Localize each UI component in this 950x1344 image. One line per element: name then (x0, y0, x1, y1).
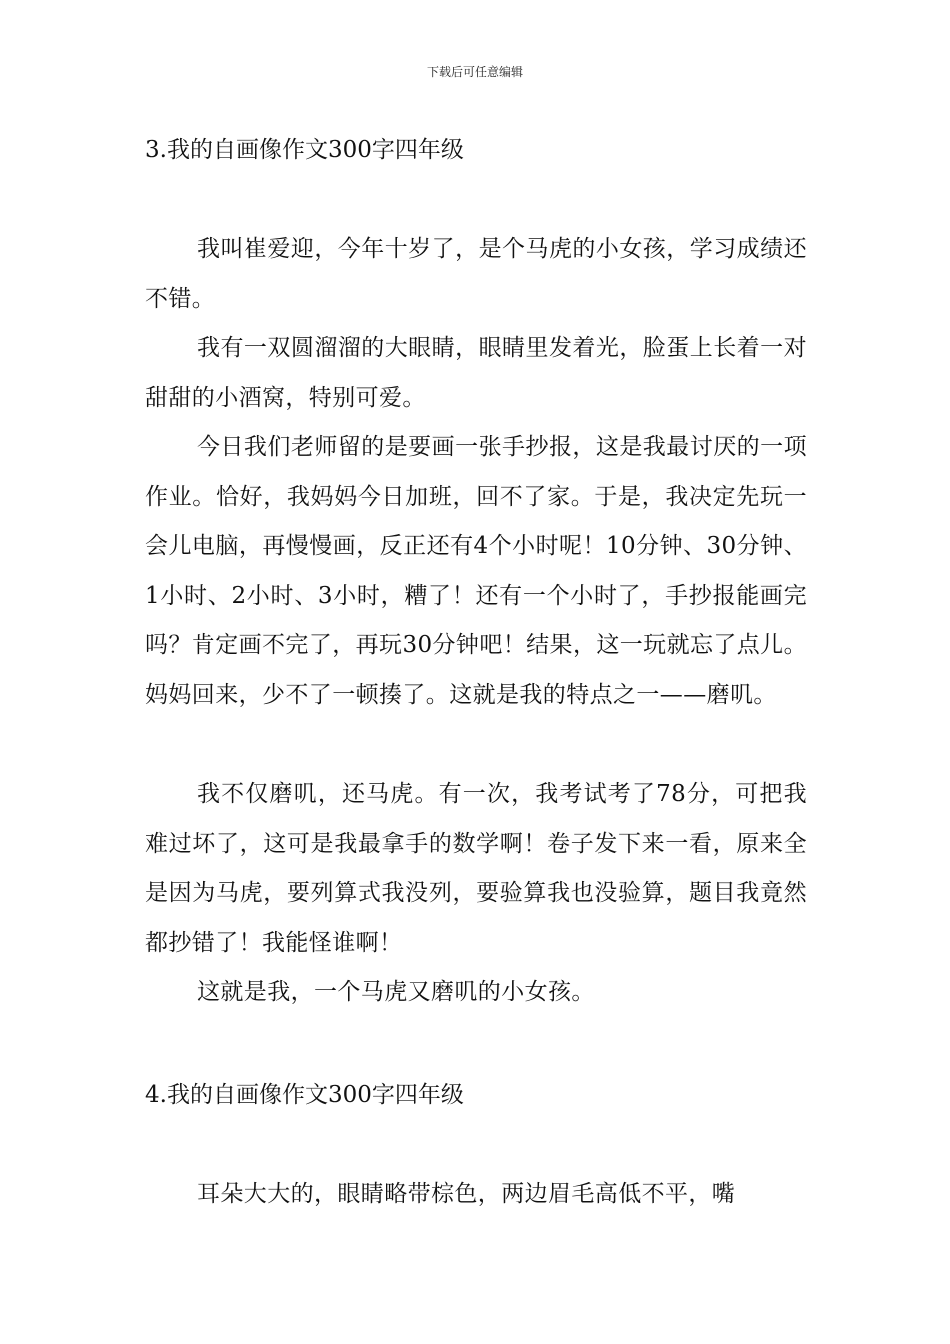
section-3-paragraph-1: 我叫崔爱迎，今年十岁了，是个马虎的小女孩，学习成绩还不错。 (145, 236, 807, 312)
section-3-paragraph-4: 我不仅磨叽，还马虎。有一次，我考试考了78分，可把我难过坏了，这可是我最拿手的数学啊！卷子发下来一看，原来全是因为马虎，要列算式我没列，要验算我也没验算，题目我竟然都抄错了！我能怪谁啊！ (145, 781, 807, 956)
section-4-paragraph-1: 耳朵大大的，眼睛略带棕色，两边眉毛高低不平，嘴 (197, 1181, 736, 1207)
section-3-title: 3.我的自画像作文300字四年级 (145, 137, 464, 163)
page-header-note: 下载后可任意编辑 (426, 65, 523, 79)
section-3-paragraph-5: 这就是我，一个马虎又磨叽的小女孩。 (197, 979, 595, 1005)
section-4-title: 4.我的自画像作文300字四年级 (145, 1082, 464, 1108)
section-3-paragraph-2: 我有一双圆溜溜的大眼睛，眼睛里发着光，脸蛋上长着一对甜甜的小酒窝，特别可爱。 (145, 335, 807, 411)
section-3-paragraph-3: 今日我们老师留的是要画一张手抄报，这是我最讨厌的一项作业。恰好，我妈妈今日加班，回不了家。于是，我决定先玩一会儿电脑，再慢慢画，反正还有4个小时呢！10分钟、30分钟、1小时、2小时、3小时，糟了！还有一个小时了，手抄报能画完吗？肯定画不完了，再玩30分钟吧！结果，这一玩就忘了点儿。妈妈回来，少不了一顿揍了。这就是我的特点之一——磨叽。 (145, 434, 807, 708)
